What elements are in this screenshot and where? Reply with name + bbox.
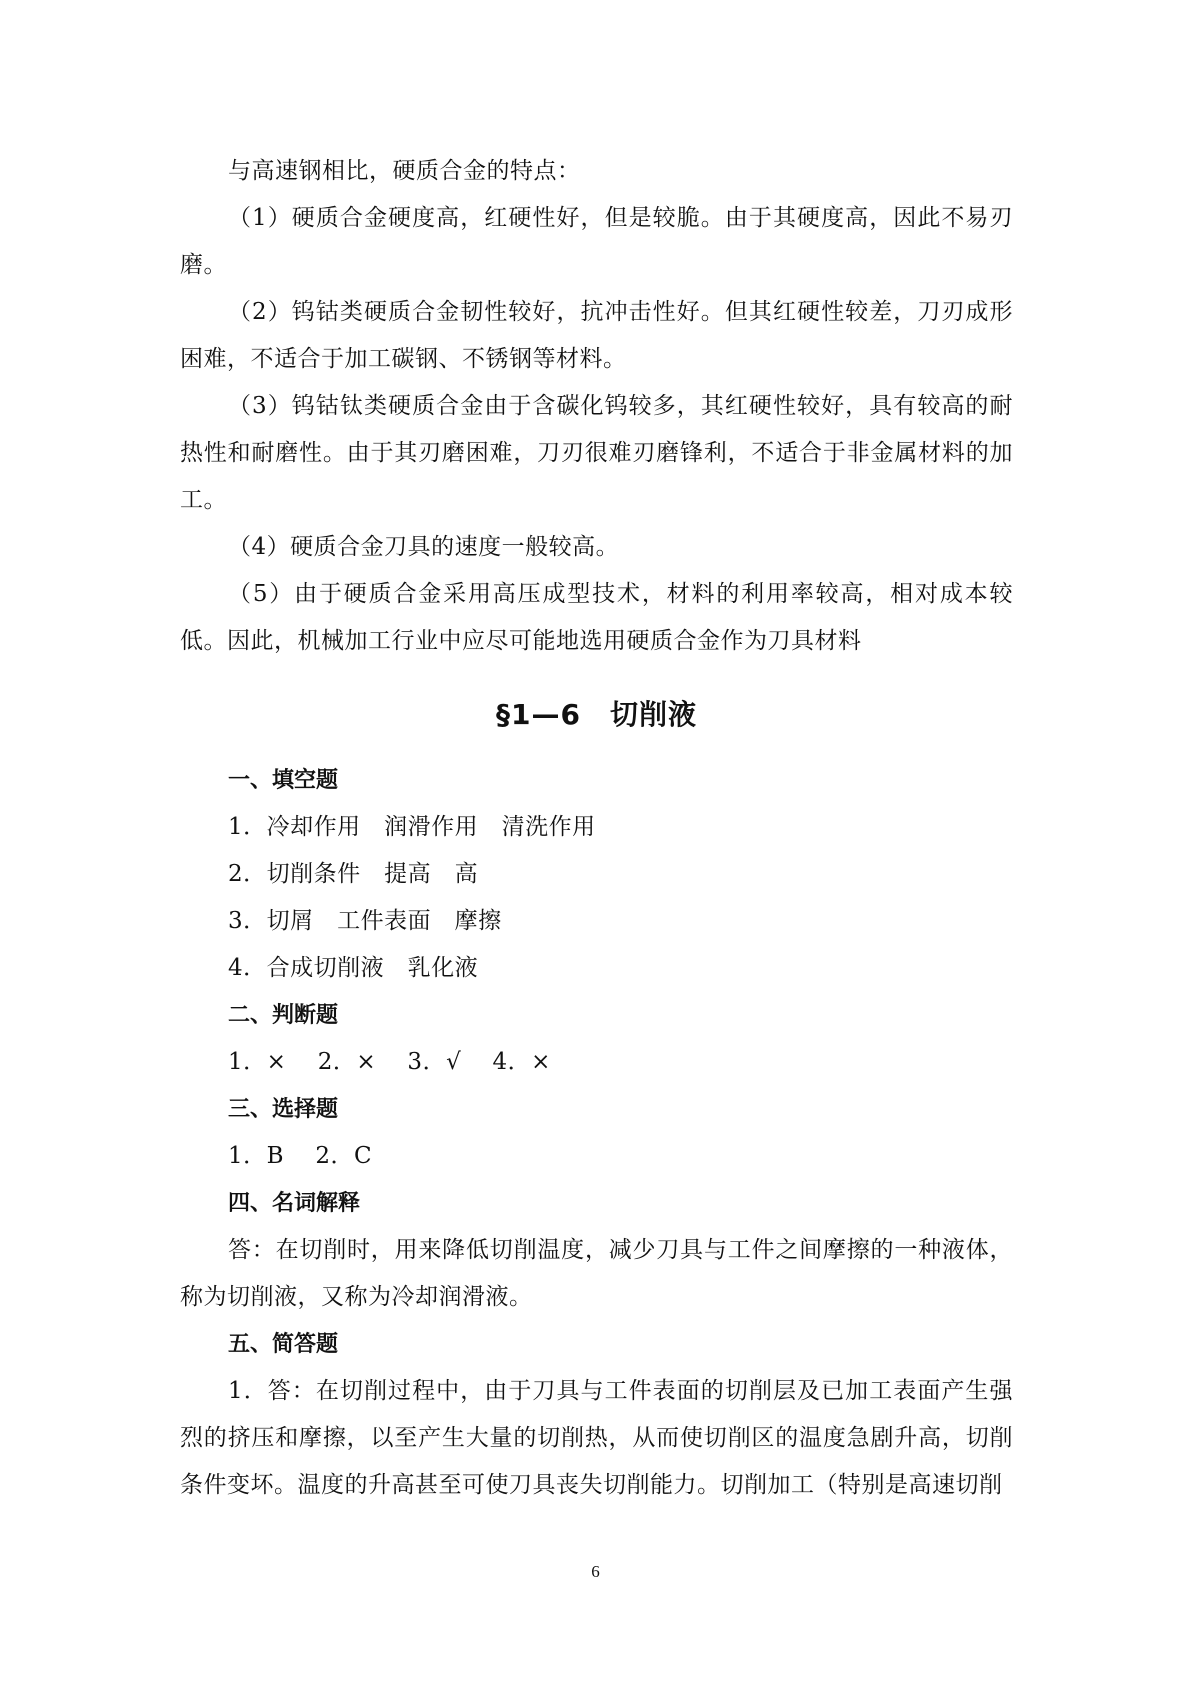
- page-number: 6: [591, 1562, 600, 1581]
- point-1: （1）硬质合金硬度高，红硬性好，但是较脆。由于其硬度高，因此不易刃磨。: [180, 205, 1013, 278]
- short-answer-1: 1．答：在切削过程中，由于刀具与工件表面的切削层及已加工表面产生强烈的挤压和摩擦，以至产生大量的切削热，从而使切削区的温度急剧升高，切削条件变坏。温度的升高甚至可使刀具丧失切削能力。切削加工（特别是高速切削: [180, 1378, 1013, 1498]
- point-3: （3）钨钴钛类硬质合金由于含碳化钨较多，其红硬性较好，具有较高的耐热性和耐磨性。由于其刃磨困难，刀刃很难刃磨锋利，不适合于非金属材料的加工。: [180, 393, 1013, 513]
- choice-answers: 1．B 2．C: [228, 1143, 373, 1169]
- fill-blank-answer-4: 4．合成切削液 乳化液: [228, 955, 479, 981]
- term-answer: 答：在切削时，用来降低切削温度，减少刀具与工件之间摩擦的一种液体，称为切削液，又称为冷却润滑液。: [180, 1237, 1013, 1310]
- fill-blank-answer-2: 2．切削条件 提高 高: [228, 861, 479, 887]
- fill-blank-heading: 一、填空题: [228, 768, 339, 793]
- point-5: （5）由于硬质合金采用高压成型技术，材料的利用率较高，相对成本较低。因此，机械加工行业中应尽可能地选用硬质合金作为刀具材料: [180, 581, 1013, 654]
- point-2: （2）钨钴类硬质合金韧性较好，抗冲击性好。但其红硬性较差，刀刃成形困难，不适合于加工碳钢、不锈钢等材料。: [180, 299, 1013, 372]
- choice-heading: 三、选择题: [228, 1097, 339, 1122]
- fill-blank-answer-3: 3．切屑 工件表面 摩擦: [228, 908, 502, 934]
- judgment-answers: 1．× 2．× 3．√ 4．×: [228, 1049, 551, 1075]
- judgment-heading: 二、判断题: [228, 1003, 339, 1028]
- intro-paragraph: 与高速钢相比，硬质合金的特点：: [228, 158, 581, 184]
- section-title: §1—6 切削液: [496, 698, 697, 731]
- point-4: （4）硬质合金刀具的速度一般较高。: [228, 534, 620, 560]
- fill-blank-answer-1: 1．冷却作用 润滑作用 清洗作用: [228, 814, 596, 840]
- term-heading: 四、名词解释: [228, 1191, 361, 1216]
- page-body: [180, 148, 1013, 1509]
- short-answer-heading: 五、简答题: [228, 1332, 339, 1357]
